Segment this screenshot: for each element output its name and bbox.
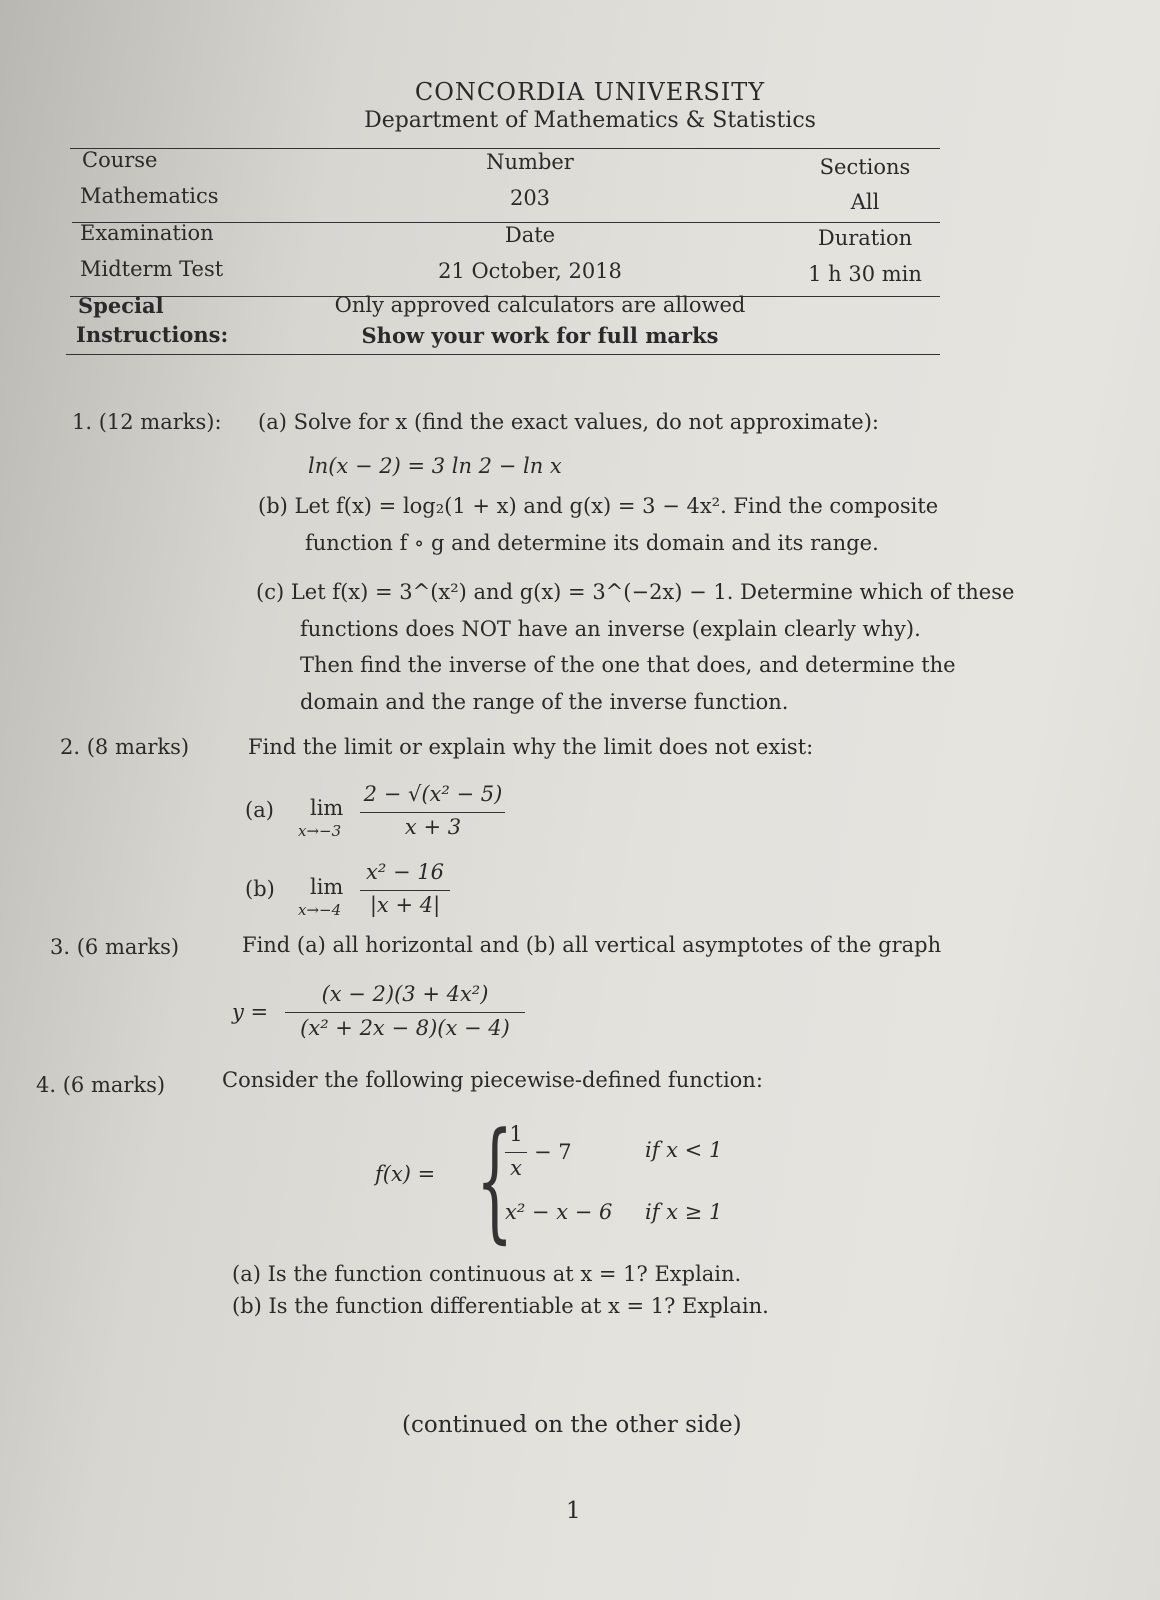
q1c-line1: (c) Let f(x) = 3^(x²) and g(x) = 3^(−2x) − 1. Determine which of these xyxy=(256,580,1015,604)
q4-case1-den: x xyxy=(510,1156,522,1180)
date-label: Date xyxy=(504,223,556,247)
page-number: 1 xyxy=(566,1498,581,1524)
q3-lhs: y = xyxy=(232,1000,269,1024)
q2b-lim-sub: x→−4 xyxy=(298,901,342,919)
sections-value: All xyxy=(850,190,880,214)
q3-numerator: (x − 2)(3 + 4x²) xyxy=(321,982,489,1006)
special-label: Special xyxy=(78,293,164,318)
continued-note: (continued on the other side) xyxy=(402,1412,742,1438)
instructions-label: Instructions: xyxy=(76,322,229,347)
q1c-line3: Then find the inverse of the one that does, and determine the xyxy=(300,653,956,677)
q2a-numerator: 2 − √(x² − 5) xyxy=(363,782,503,806)
exam-label: Examination xyxy=(80,221,214,245)
course-value: Mathematics xyxy=(80,184,219,208)
q1b-line2: function f ∘ g and determine its domain and its range. xyxy=(305,531,879,555)
q2b-label: (b) xyxy=(245,877,275,901)
q2-label: 2. (8 marks) xyxy=(60,735,190,759)
q4-case1-condition: if x < 1 xyxy=(645,1138,723,1162)
q2-text: Find the limit or explain why the limit does not exist: xyxy=(248,735,814,759)
date-value: 21 October, 2018 xyxy=(438,259,622,283)
q1b-line1: (b) Let f(x) = log₂(1 + x) and g(x) = 3 − 4x². Find the composite xyxy=(258,494,939,518)
department-name: Department of Mathematics & Statistics xyxy=(364,108,816,133)
q3-fraction-bar xyxy=(285,1012,525,1013)
q3-label: 3. (6 marks) xyxy=(50,935,180,959)
q4-lhs: f(x) = xyxy=(375,1162,436,1186)
q4-case1-num: 1 xyxy=(509,1122,523,1146)
duration-label: Duration xyxy=(817,226,913,250)
q2b-fraction-bar xyxy=(360,890,450,891)
table-rule-top xyxy=(70,148,940,149)
q2b-denominator: |x + 4| xyxy=(369,893,441,917)
q3-text: Find (a) all horizontal and (b) all vertical asymptotes of the graph xyxy=(242,933,942,957)
q4-case1-bar xyxy=(505,1152,527,1153)
q2b-numerator: x² − 16 xyxy=(366,860,444,884)
q1c-line2: functions does NOT have an inverse (explain clearly why). xyxy=(300,617,921,641)
q2b-lim: lim xyxy=(310,875,344,899)
q3-denominator: (x² + 2x − 8)(x − 4) xyxy=(300,1016,510,1040)
q1a-text: (a) Solve for x (find the exact values, do not approximate): xyxy=(258,410,879,434)
duration-value: 1 h 30 min xyxy=(808,262,922,286)
q4b-text: (b) Is the function differentiable at x = 1? Explain. xyxy=(232,1294,769,1318)
q4a-text: (a) Is the function continuous at x = 1? Explain. xyxy=(232,1262,742,1286)
q2a-fraction-bar xyxy=(360,812,505,813)
q4-case2-expression: x² − x − 6 xyxy=(505,1200,613,1224)
q4-text: Consider the following piecewise-defined function: xyxy=(222,1068,763,1092)
q1-label: 1. (12 marks): xyxy=(72,410,222,434)
q4-case1-rest: − 7 xyxy=(534,1140,572,1164)
q2a-denominator: x + 3 xyxy=(404,815,462,839)
q2a-lim-sub: x→−3 xyxy=(298,822,342,840)
number-label: Number xyxy=(486,150,574,174)
university-name: CONCORDIA UNIVERSITY xyxy=(414,78,766,106)
q1a-equation: ln(x − 2) = 3 ln 2 − ln x xyxy=(308,454,562,478)
sections-label: Sections xyxy=(819,155,911,179)
q2a-label: (a) xyxy=(245,798,274,822)
table-rule-bottom xyxy=(66,354,940,355)
exam-value: Midterm Test xyxy=(80,257,224,281)
q1c-line4: domain and the range of the inverse function. xyxy=(300,690,789,714)
course-label: Course xyxy=(82,148,158,172)
instruction-calculators: Only approved calculators are allowed xyxy=(334,293,746,317)
q4-case2-condition: if x ≥ 1 xyxy=(645,1200,723,1224)
q4-brace: { xyxy=(476,1104,514,1256)
q4-label: 4. (6 marks) xyxy=(36,1073,166,1097)
number-value: 203 xyxy=(509,186,551,210)
instruction-show-work: Show your work for full marks xyxy=(361,323,719,348)
q2a-lim: lim xyxy=(310,796,344,820)
